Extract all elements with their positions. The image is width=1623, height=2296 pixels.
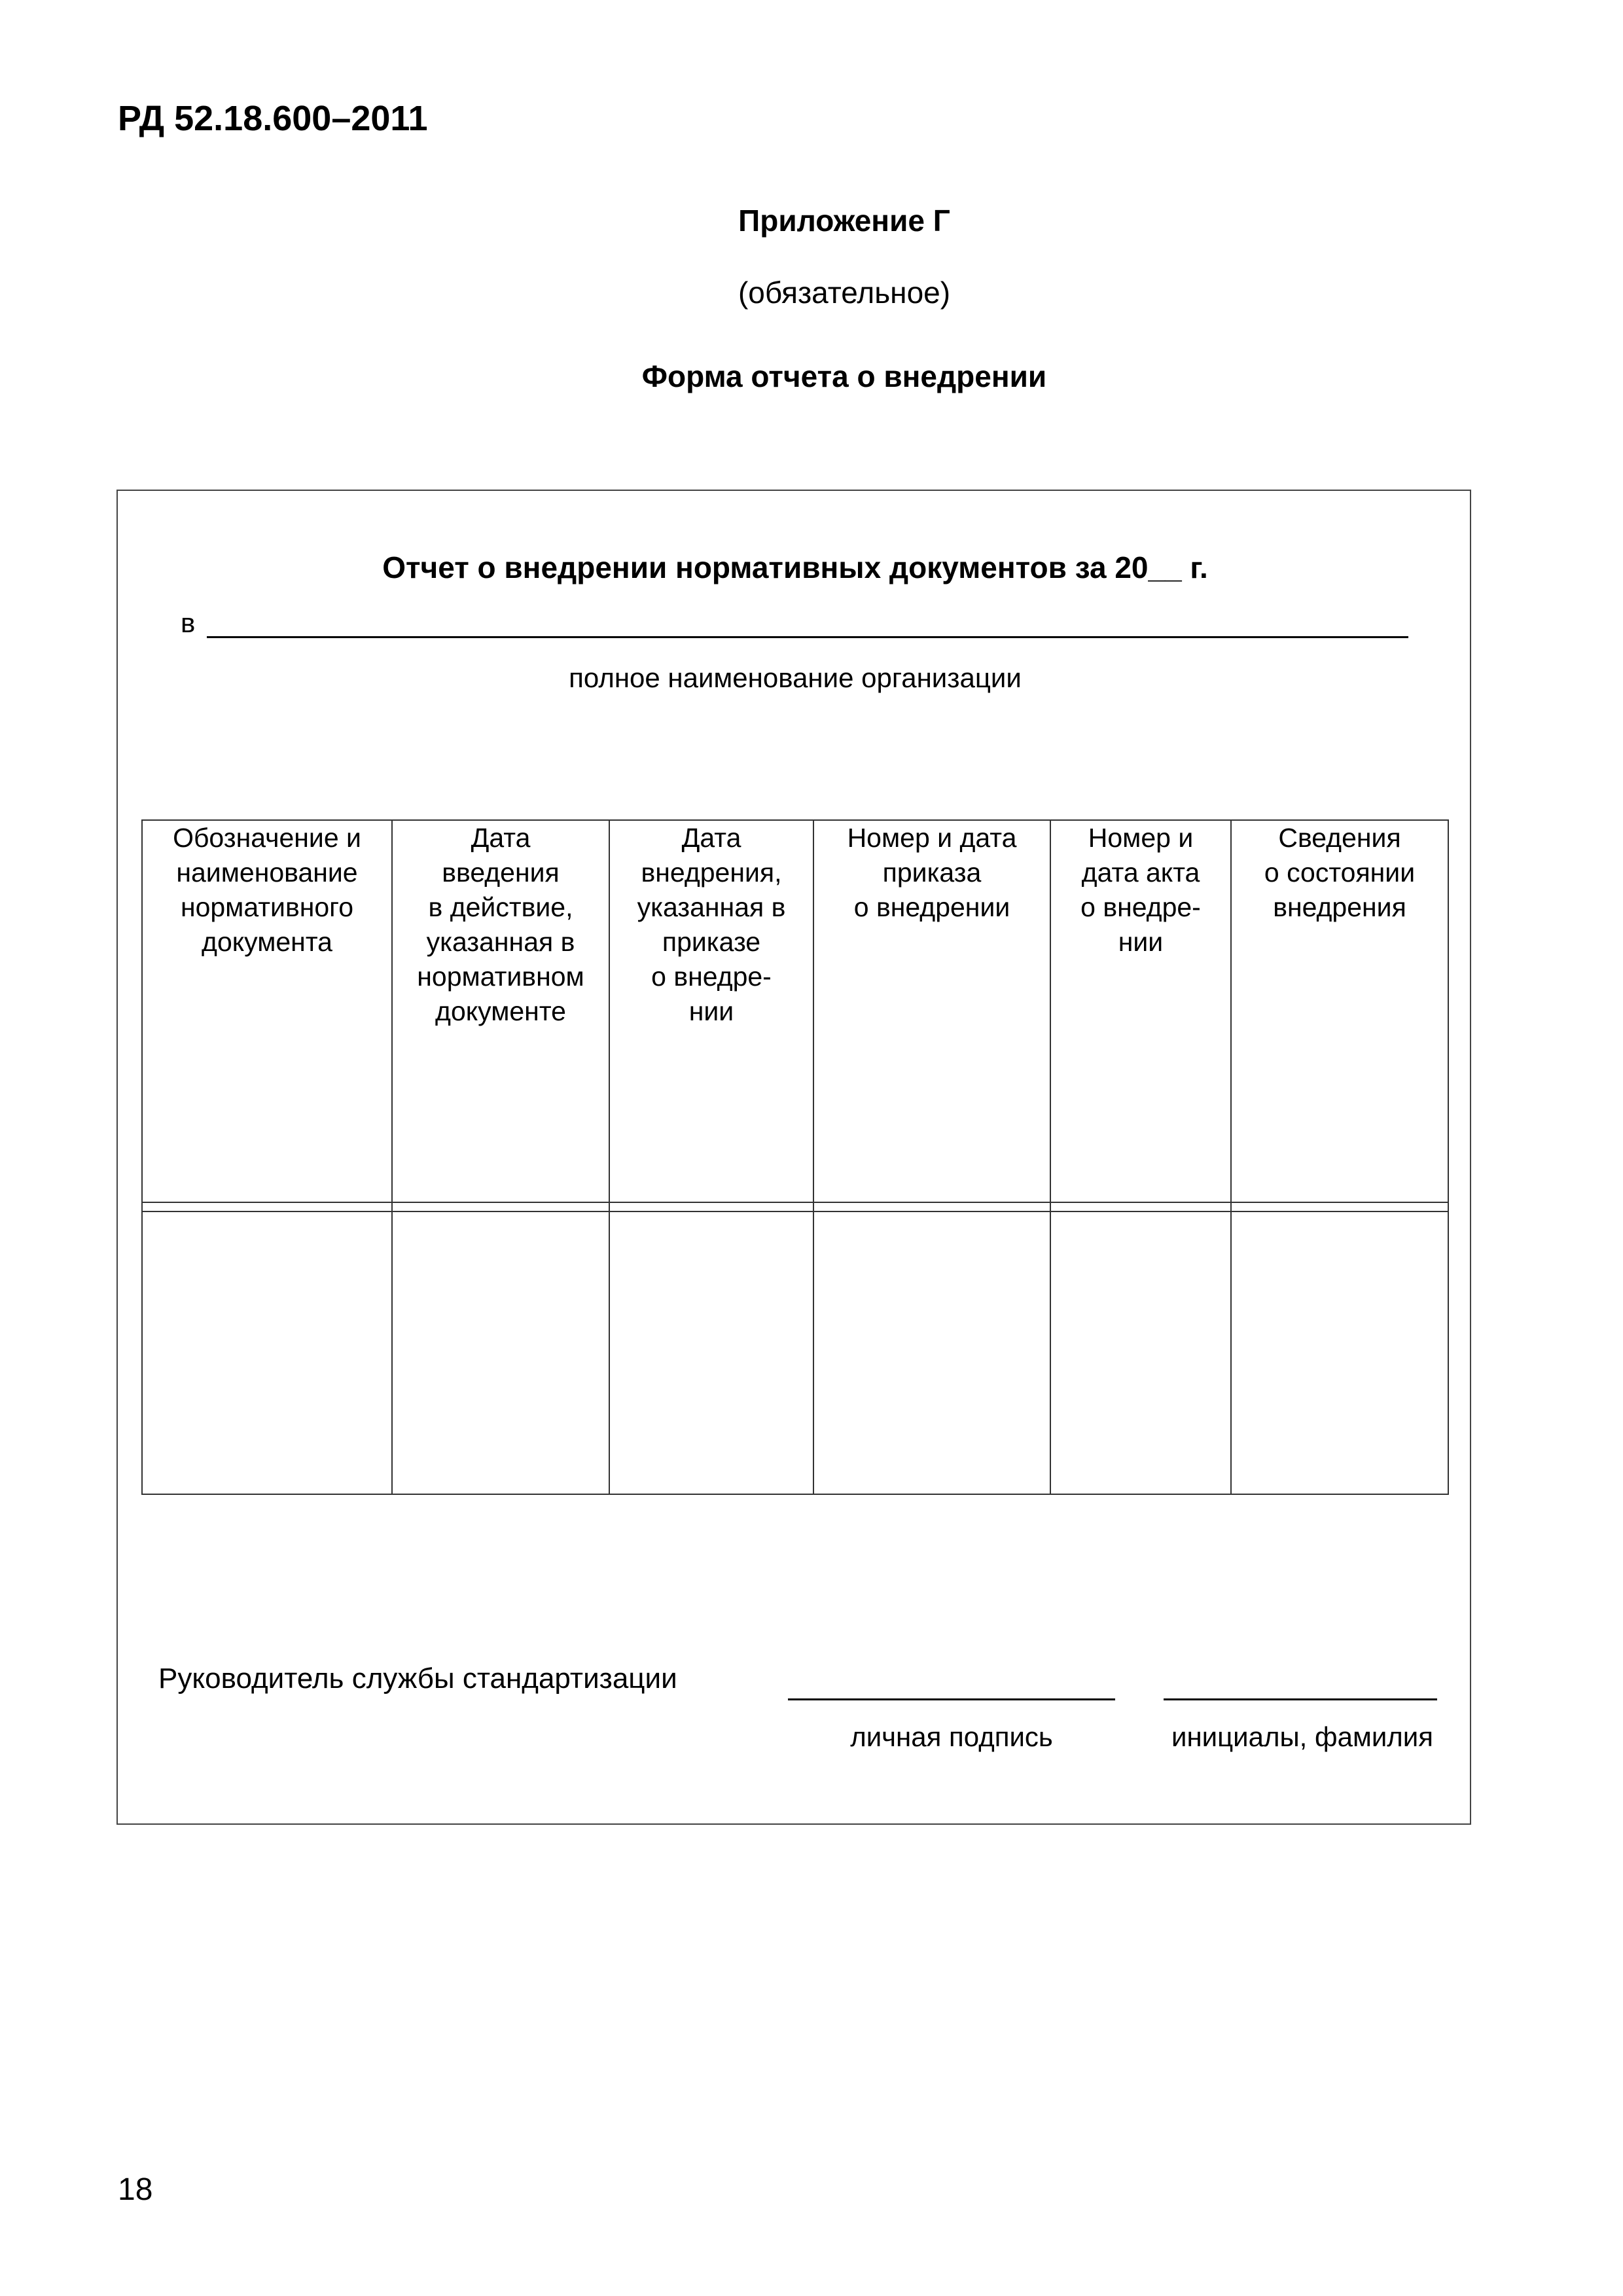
table-cell — [609, 1211, 813, 1494]
table-cell — [142, 1211, 392, 1494]
organization-caption: полное наименование организации — [569, 662, 1022, 693]
report-form-frame — [116, 490, 1471, 1825]
table-header-row — [142, 820, 1448, 1202]
table-row — [142, 1211, 1448, 1494]
appendix-status: (обязательное) — [738, 276, 951, 310]
signature-caption: личная подпись — [850, 1721, 1053, 1752]
report-table — [141, 819, 1449, 1495]
report-title: Отчет о внедрении нормативных документов за 20__ г. — [382, 550, 1208, 584]
column-header-order: Номер и дата приказа о внедрении — [813, 820, 1050, 1202]
name-caption: инициалы, фамилия — [1171, 1721, 1433, 1752]
table-cell — [1050, 1211, 1231, 1494]
table-cell — [813, 1211, 1050, 1494]
column-header-act: Номер и дата акта о внедре- нии — [1050, 820, 1231, 1202]
organization-name-line — [207, 636, 1408, 638]
column-header-implementation-date: Дата внедрения, указанная в приказе о внедре- нии — [609, 820, 813, 1202]
name-line — [1164, 1698, 1437, 1700]
table-separator-row — [142, 1202, 1448, 1211]
document-code: РД 52.18.600–2011 — [118, 99, 428, 138]
table-cell — [392, 1211, 609, 1494]
organization-prefix: в — [181, 607, 196, 638]
column-header-effective-date: Дата введения в действие, указанная в нормативном документе — [392, 820, 609, 1202]
page-number: 18 — [118, 2172, 153, 2207]
table-cell — [1231, 1211, 1448, 1494]
column-header-status: Сведения о состоянии внедрения — [1231, 820, 1448, 1202]
signer-label: Руководитель службы стандартизации — [158, 1662, 677, 1695]
form-title: Форма отчета о внедрении — [641, 359, 1047, 393]
signature-line — [788, 1698, 1115, 1700]
appendix-title: Приложение Г — [738, 204, 950, 238]
column-header-document: Обозначение и наименование нормативного документа — [142, 820, 392, 1202]
